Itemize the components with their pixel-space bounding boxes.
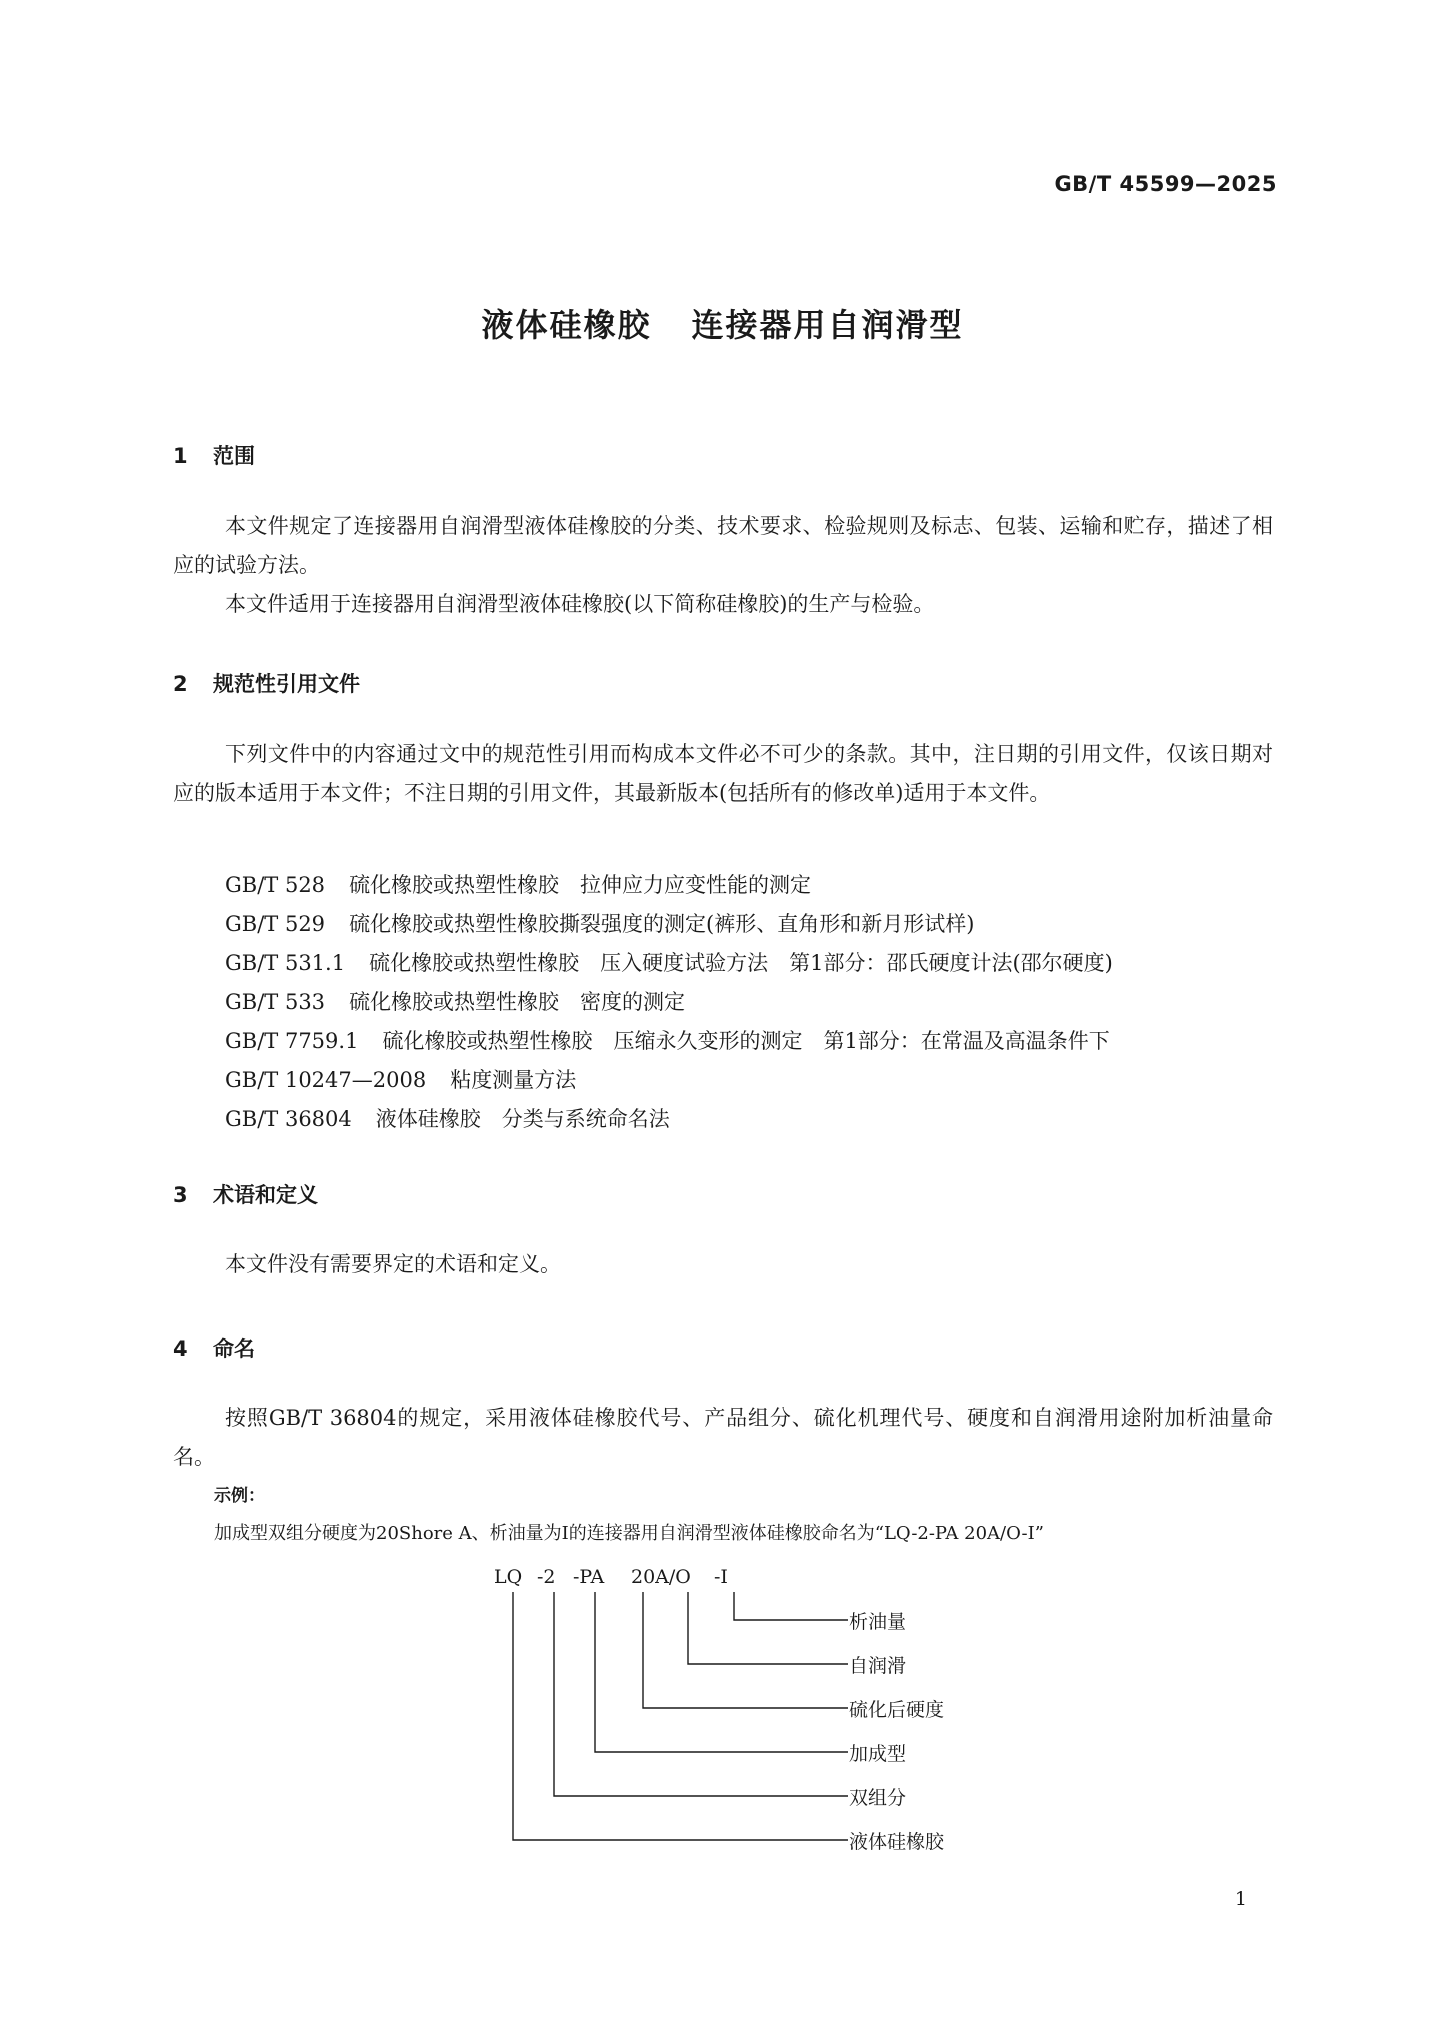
leader-line-addition bbox=[595, 1592, 848, 1752]
code-cure-type: -PA bbox=[573, 1566, 605, 1588]
code-oil-bleed: -Ⅰ bbox=[714, 1566, 728, 1588]
leader-line-hardness bbox=[643, 1592, 848, 1708]
reference-title: 硫化橡胶或热塑性橡胶 密度的测定 bbox=[349, 990, 686, 1014]
section-title: 术语和定义 bbox=[213, 1183, 318, 1207]
reference-title: 粘度测量方法 bbox=[450, 1068, 577, 1092]
section-number: 4 bbox=[173, 1337, 188, 1361]
leader-line-liquid-silicone bbox=[513, 1592, 848, 1840]
reference-code: GB/T 7759.1 bbox=[225, 1029, 359, 1053]
section-title: 规范性引用文件 bbox=[213, 672, 360, 696]
leader-line-oil-bleed bbox=[734, 1592, 848, 1620]
reference-title: 硫化橡胶或热塑性橡胶 压缩永久变形的测定 第1部分：在常温及高温条件下 bbox=[382, 1029, 1110, 1053]
section-2-paragraph-1: 下列文件中的内容通过文中的规范性引用而构成本文件必不可少的条款。其中，注日期的引用文件，仅该日期对应的版本适用于本文件；不注日期的引用文件，其最新版本(包括所有的修改单)适用于本文件。 bbox=[173, 742, 1273, 805]
title-part-2: 连接器用自润滑型 bbox=[691, 306, 964, 344]
example-label: 示例： bbox=[214, 1486, 265, 1506]
page-number: 1 bbox=[1234, 1888, 1247, 1910]
code-hardness: 20A/O bbox=[631, 1566, 691, 1588]
label-liquid-silicone: 液体硅橡胶 bbox=[849, 1831, 945, 1853]
leader-line-self-lubricating bbox=[688, 1592, 848, 1664]
example-text: 加成型双组分硬度为20Shore A、析油量为Ⅰ的连接器用自润滑型液体硅橡胶命名为“LQ-2-PA 20A/O-Ⅰ” bbox=[214, 1523, 1044, 1544]
reference-code: GB/T 533 bbox=[225, 990, 326, 1014]
section-number: 2 bbox=[173, 672, 188, 696]
section-title: 范围 bbox=[213, 444, 255, 468]
reference-code: GB/T 529 bbox=[225, 912, 326, 936]
label-hardness: 硫化后硬度 bbox=[849, 1699, 945, 1721]
reference-code: GB/T 531.1 bbox=[225, 951, 346, 975]
reference-code: GB/T 36804 bbox=[225, 1107, 352, 1131]
code-component: -2 bbox=[537, 1566, 556, 1588]
section-number: 3 bbox=[173, 1183, 188, 1207]
reference-code: GB/T 10247—2008 bbox=[225, 1068, 427, 1092]
section-4-paragraph-1: 按照GB/T 36804的规定，采用液体硅橡胶代号、产品组分、硫化机理代号、硬度和自润滑用途附加析油量命名。 bbox=[173, 1406, 1273, 1469]
label-two-component: 双组分 bbox=[849, 1787, 907, 1809]
reference-title: 硫化橡胶或热塑性橡胶撕裂强度的测定(裤形、直角形和新月形试样) bbox=[349, 912, 975, 936]
label-addition-type: 加成型 bbox=[849, 1743, 907, 1765]
section-3-paragraph-1: 本文件没有需要界定的术语和定义。 bbox=[225, 1252, 561, 1276]
reference-code: GB/T 528 bbox=[225, 873, 326, 897]
reference-title: 硫化橡胶或热塑性橡胶 拉伸应力应变性能的测定 bbox=[349, 873, 812, 897]
code-lq: LQ bbox=[494, 1566, 523, 1588]
reference-title: 液体硅橡胶 分类与系统命名法 bbox=[375, 1107, 670, 1131]
leader-line-two-component bbox=[554, 1592, 848, 1796]
section-1-paragraph-1: 本文件规定了连接器用自润滑型液体硅橡胶的分类、技术要求、检验规则及标志、包装、运输和贮存，描述了相应的试验方法。 bbox=[173, 514, 1273, 577]
reference-title: 硫化橡胶或热塑性橡胶 压入硬度试验方法 第1部分：邵氏硬度计法(邵尔硬度) bbox=[369, 951, 1113, 975]
label-oil-bleed: 析油量 bbox=[849, 1611, 907, 1633]
section-1-paragraph-2: 本文件适用于连接器用自润滑型液体硅橡胶(以下简称硅橡胶)的生产与检验。 bbox=[225, 592, 935, 616]
section-number: 1 bbox=[173, 444, 188, 468]
section-title: 命名 bbox=[213, 1337, 255, 1361]
title-part-1: 液体硅橡胶 bbox=[481, 306, 652, 344]
label-self-lubricating: 自润滑 bbox=[849, 1655, 907, 1677]
standard-number: GB/T 45599—2025 bbox=[1054, 172, 1277, 196]
